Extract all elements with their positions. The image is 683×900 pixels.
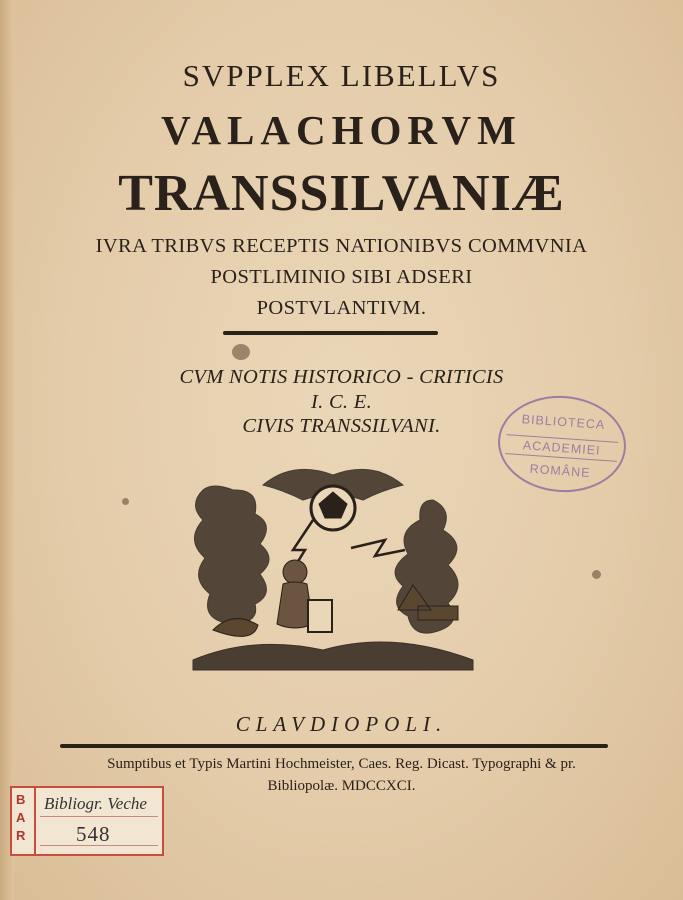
subtitle-line-3: CIVIS TRANSSILVANI. <box>242 415 441 437</box>
imprint-rule <box>60 744 608 748</box>
stamp-line-1: BIBLIOTECA <box>521 412 606 432</box>
title-line-6: POSTVLANTIVM. <box>256 297 427 319</box>
stamp-line-2: ACADEMIEI <box>505 434 618 462</box>
title-rule <box>223 331 438 335</box>
ink-blot <box>122 498 129 505</box>
woodcut-vignette-icon <box>183 460 483 680</box>
label-handwriting: Bibliogr. Veche <box>44 794 147 813</box>
imprint-line-1: Sumptibus et Typis Martini Hochmeister, Caes. Reg. Dicast. Typographi & pr. <box>107 756 576 772</box>
stamp-line-3: ROMÂNE <box>529 461 591 481</box>
ink-blot <box>232 344 250 360</box>
title-line-1: SVPPLEX LIBELLVS <box>182 58 501 93</box>
imprint-place: CLAVDIOPOLI. <box>235 712 448 736</box>
subtitle-line-2: I. C. E. <box>310 391 373 413</box>
title-line-4: IVRA TRIBVS RECEPTIS NATIONIBVS COMMVNIA <box>95 235 588 257</box>
imprint-line-2: Bibliopolæ. MDCCXCI. <box>267 778 416 794</box>
subtitle-line-1: CVM NOTIS HISTORICO - CRITICIS <box>179 366 504 388</box>
label-side-mark: B A R <box>12 788 36 854</box>
title-line-2: VALACHORVM <box>161 107 522 153</box>
title-line-3: TRANSSILVANIÆ <box>118 165 565 222</box>
ink-blot <box>592 570 601 579</box>
shelf-label <box>10 786 164 856</box>
label-rule <box>40 816 158 817</box>
label-number: 548 <box>76 822 111 846</box>
title-line-5: POSTLIMINIO SIBI ADSERI <box>210 266 473 288</box>
